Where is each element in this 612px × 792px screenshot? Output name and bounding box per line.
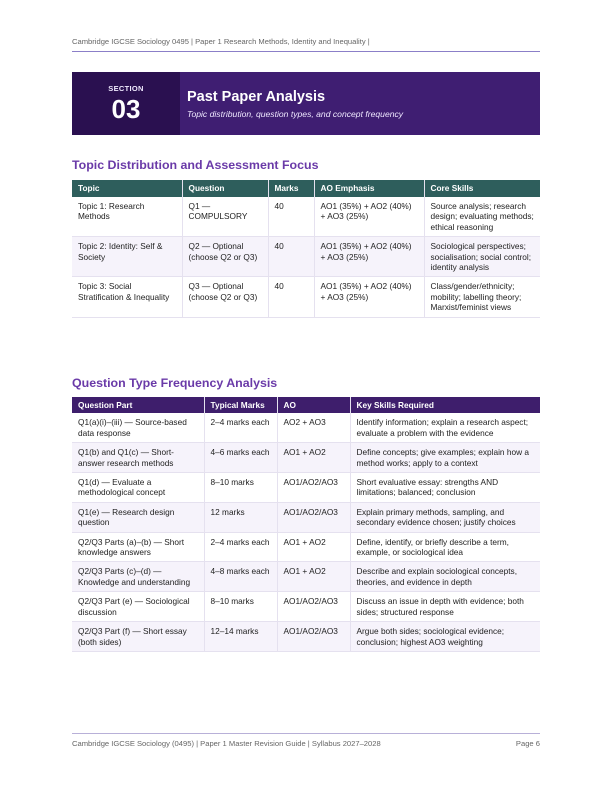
- table-cell: AO1 + AO2: [277, 532, 350, 562]
- table-row: [72, 562, 540, 592]
- section-title-block: [180, 72, 403, 135]
- section-label: SECTION: [108, 83, 144, 93]
- table-cell: Define, identify, or briefly describe a term, example, or sociological idea: [350, 532, 540, 562]
- table-cell: AO1/AO2/AO3: [277, 473, 350, 503]
- table-cell: Class/gender/ethnicity; mobility; labelling theory; Marxist/feminist views: [424, 277, 540, 317]
- table-cell: 2–4 marks each: [204, 532, 277, 562]
- table-cell: AO1/AO2/AO3: [277, 592, 350, 622]
- table-row: [72, 443, 540, 473]
- table-cell: Q3 — Optional (choose Q2 or Q3): [182, 277, 268, 317]
- column-header: Core Skills: [424, 180, 540, 197]
- table-cell: Topic 3: Social Stratification & Inequality: [72, 277, 182, 317]
- table-row: [72, 277, 540, 317]
- table-cell: Q1(b) and Q1(c) — Short-answer research methods: [72, 443, 204, 473]
- table-cell: Q2/Q3 Parts (c)–(d) — Knowledge and understanding: [72, 562, 204, 592]
- page-footer: [72, 733, 540, 748]
- table-cell: Q1(e) — Research design question: [72, 502, 204, 532]
- column-header: AO Emphasis: [314, 180, 424, 197]
- section-number: 03: [111, 93, 141, 124]
- table-cell: 12–14 marks: [204, 622, 277, 652]
- table-row: [72, 237, 540, 277]
- table-row: [72, 592, 540, 622]
- page-number: Page 6: [515, 739, 540, 748]
- table-cell: 40: [268, 277, 314, 317]
- table-cell: Explain primary methods, sampling, and secondary evidence chosen; justify choices: [350, 502, 540, 532]
- column-header: Typical Marks: [204, 397, 277, 413]
- table-cell: Source analysis; research design; evaluating methods; ethical reasoning: [424, 197, 540, 237]
- question-type-table: [72, 397, 540, 652]
- column-header: Key Skills Required: [350, 397, 540, 413]
- column-header: Question: [182, 180, 268, 197]
- table-cell: Describe and explain sociological concepts, theories, and evidence in depth: [350, 562, 540, 592]
- table-cell: Topic 2: Identity: Self & Society: [72, 237, 182, 277]
- topic-distribution-table: [72, 180, 540, 318]
- table-cell: AO2 + AO3: [277, 413, 350, 442]
- table-cell: 4–8 marks each: [204, 562, 277, 592]
- table-cell: 40: [268, 237, 314, 277]
- table-row: [72, 197, 540, 237]
- section-subtitle: Topic distribution, question types, and concept frequency: [187, 109, 404, 119]
- column-header: Topic: [72, 180, 182, 197]
- table-cell: Q1(d) — Evaluate a methodological concept: [72, 473, 204, 503]
- table-cell: Topic 1: Research Methods: [72, 197, 182, 237]
- table-cell: Q2 — Optional (choose Q2 or Q3): [182, 237, 268, 277]
- table-header-row: [72, 397, 540, 413]
- table-cell: AO1 + AO2: [277, 443, 350, 473]
- table-cell: Q2/Q3 Parts (a)–(b) — Short knowledge answers: [72, 532, 204, 562]
- table-cell: Q2/Q3 Part (f) — Short essay (both sides): [72, 622, 204, 652]
- table-row: [72, 413, 540, 442]
- table-cell: AO1 + AO2: [277, 562, 350, 592]
- table-cell: AO1 (35%) + AO2 (40%) + AO3 (25%): [314, 197, 424, 237]
- table-cell: AO1 (35%) + AO2 (40%) + AO3 (25%): [314, 277, 424, 317]
- column-header: AO: [277, 397, 350, 413]
- table-cell: 40: [268, 197, 314, 237]
- table-cell: Define concepts; give examples; explain how a method works; apply to a context: [350, 443, 540, 473]
- table-cell: AO1 (35%) + AO2 (40%) + AO3 (25%): [314, 237, 424, 277]
- section-number-block: [72, 72, 180, 135]
- table-cell: Discuss an issue in depth with evidence; both sides; structured response: [350, 592, 540, 622]
- table-cell: 2–4 marks each: [204, 413, 277, 442]
- table-row: [72, 502, 540, 532]
- column-header: Marks: [268, 180, 314, 197]
- table-row: [72, 622, 540, 652]
- column-header: Question Part: [72, 397, 204, 413]
- table-cell: Q1 — COMPULSORY: [182, 197, 268, 237]
- table-cell: 4–6 marks each: [204, 443, 277, 473]
- table-cell: 8–10 marks: [204, 473, 277, 503]
- table-cell: 8–10 marks: [204, 592, 277, 622]
- question-type-heading: Question Type Frequency Analysis: [72, 376, 278, 390]
- table-cell: 12 marks: [204, 502, 277, 532]
- table-header-row: [72, 180, 540, 197]
- footer-text: Cambridge IGCSE Sociology (0495) | Paper 1 Master Revision Guide | Syllabus 2027–2028: [72, 739, 381, 748]
- table-cell: Sociological perspectives; socialisation; social control; identity analysis: [424, 237, 540, 277]
- table-cell: Q2/Q3 Part (e) — Sociological discussion: [72, 592, 204, 622]
- section-banner: [72, 72, 540, 135]
- table-row: [72, 532, 540, 562]
- table-cell: Q1(a)(i)–(iii) — Source-based data response: [72, 413, 204, 442]
- topic-distribution-heading: Topic Distribution and Assessment Focus: [72, 158, 319, 172]
- table-cell: Short evaluative essay: strengths AND limitations; balanced; conclusion: [350, 473, 540, 503]
- table-row: [72, 473, 540, 503]
- table-cell: AO1/AO2/AO3: [277, 502, 350, 532]
- table-cell: AO1/AO2/AO3: [277, 622, 350, 652]
- running-header: Cambridge IGCSE Sociology 0495 | Paper 1 Research Methods, Identity and Inequality |: [72, 37, 540, 52]
- table-cell: Identify information; explain a research aspect; evaluate a problem with the evidence: [350, 413, 540, 442]
- table-cell: Argue both sides; sociological evidence; conclusion; highest AO3 weighting: [350, 622, 540, 652]
- section-title: Past Paper Analysis: [187, 89, 326, 105]
